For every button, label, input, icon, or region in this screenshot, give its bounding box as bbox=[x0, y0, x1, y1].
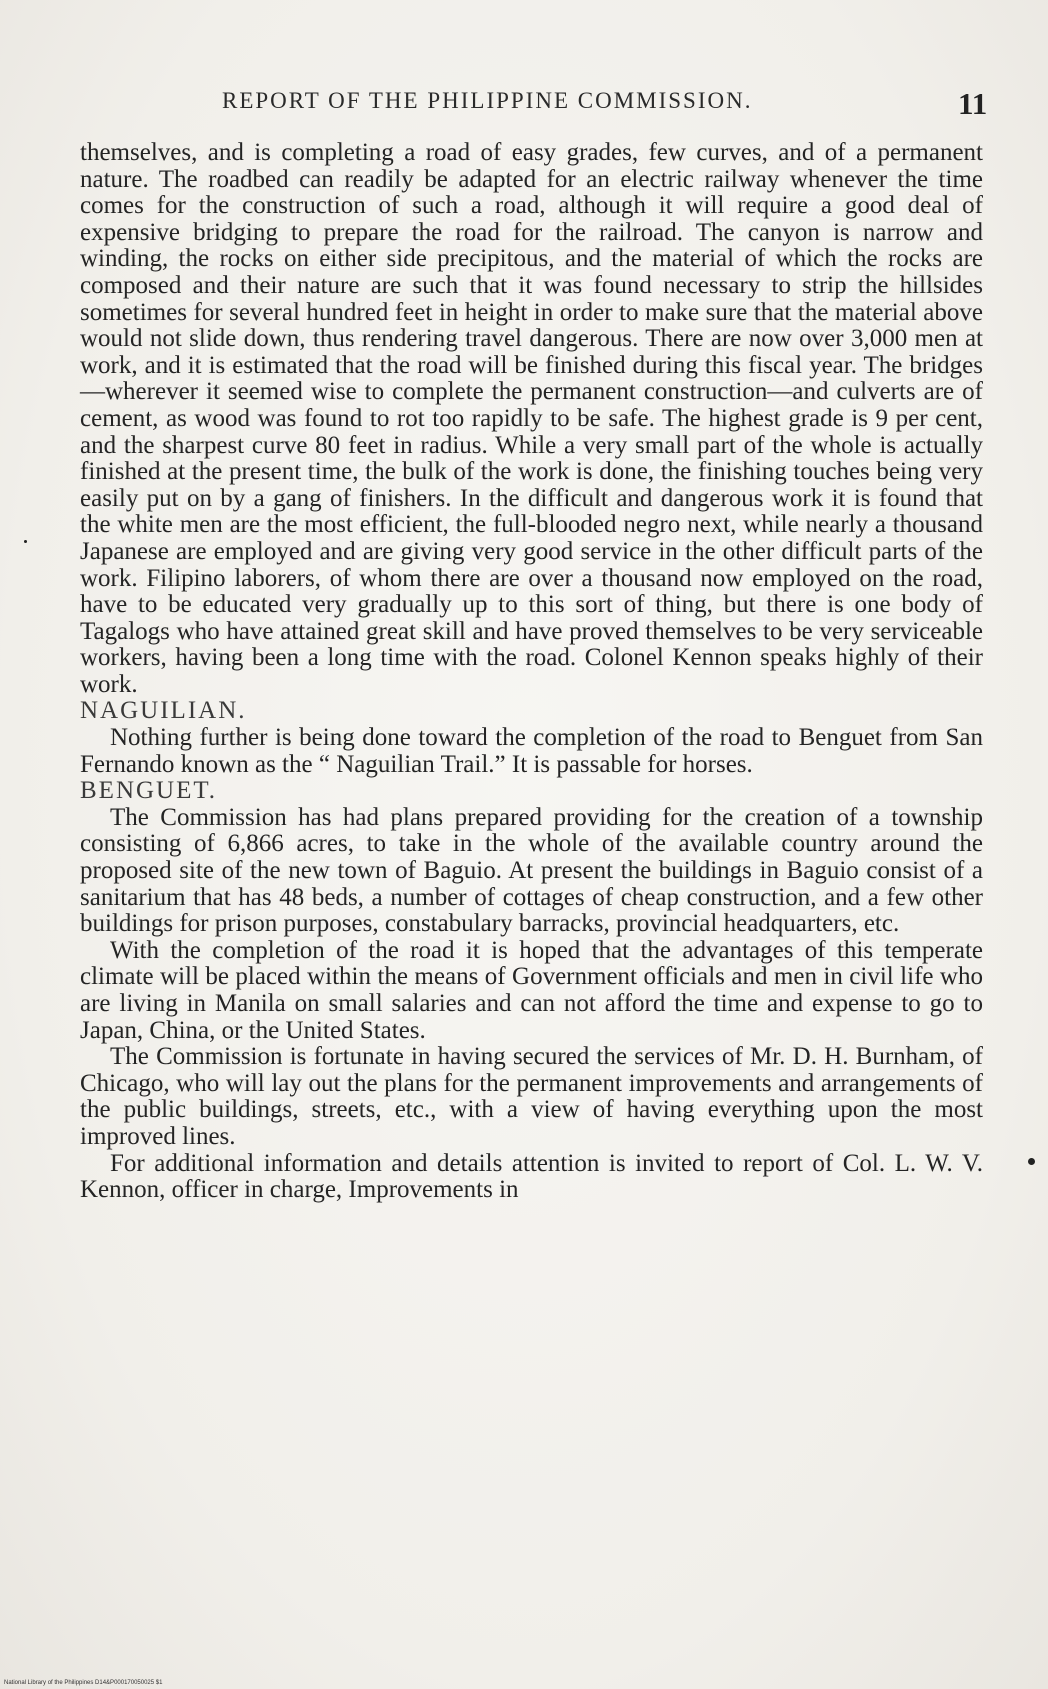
page-body bbox=[80, 140, 983, 1204]
scan-speck bbox=[24, 540, 27, 543]
page-number: 11 bbox=[958, 86, 988, 121]
paragraph-baguio-township: The Commission has had plans prepared providing for the creation of a township consisting of 6,866 acres, to take in the whole of the available country around the proposed site of the new town of Baguio. At present the buildings in Baguio consist of a sanitarium that has 48 beds, a number of cottages of cheap construction, and a few other buildings for prison purposes, constabulary barracks, provincial headquarters, etc. bbox=[80, 803, 983, 938]
running-head: REPORT OF THE PHILIPPINE COMMISSION. bbox=[222, 88, 753, 113]
paragraph-temperate-climate: With the completion of the road it is hoped that the advantages of this temperate climate will be placed within the means of Government officials and men in civil life who are living in Manila on small salaries and can not afford the time and expense to go to Japan, China, or the United States. bbox=[80, 936, 983, 1044]
paragraph-naguilian-trail: Nothing further is being done toward the completion of the road to Benguet from San Fernando known as the “ Naguilian Trail.” It is passable for horses. bbox=[80, 724, 983, 778]
scan-credit: National Library of the Philippines D14&P000170050025 $1 bbox=[4, 1680, 163, 1686]
paragraph-road-construction: themselves, and is completing a road of easy grades, few curves, and of a permanent nature. The roadbed can readily be adapted for an electric railway whenever the time comes for the construction of such a road, although it will require a good deal of expensive bridging to prepare the road for the railroad. The canyon is narrow and winding, the rocks on either side precipitous, and the material of which the rocks are composed and their nature are such that it was found necessary to strip the hillsides sometimes for several hundred feet in height in order to make sure that the material above would not slide down, thus rendering travel dangerous. There are now over 3,000 men at work, and it is estimated that the road will be finished during this fiscal year. The bridges—wherever it seemed wise to complete the permanent construction—and culverts are of cement, as wood was found to rot too rapidly to be safe. The highest grade is 9 per cent, and the sharpest curve 80 feet in radius. While a very small part of the whole is actually finished at the present time, the bulk of the work is done, the finishing touches being very easily put on by a gang of finishers. In the difficult and dangerous work it is found that the white men are the most efficient, the full-blooded negro next, while nearly a thousand Japanese are employed and are giving very good service in the other difficult parts of the work. Filipino laborers, of whom there are over a thousand now employed on the road, have to be educated very gradually up to this sort of thing, but there is one body of Tagalogs who have attained great skill and have proved themselves to be very serviceable workers, having been a long time with the road. Colonel Kennon speaks highly of their work. bbox=[80, 139, 983, 698]
paragraph-burnham-plans: The Commission is fortunate in having secured the services of Mr. D. H. Burnham, of Chicago, who will lay out the plans for the permanent improvements and arrangements of the public buildings, streets, etc., with a view of having everything upon the most improved lines. bbox=[80, 1043, 983, 1150]
paragraph-additional-information: For additional information and details attention is invited to report of Col. L. W. V. Kennon, officer in charge, Improvements in bbox=[80, 1149, 983, 1204]
scan-speck bbox=[1028, 1158, 1035, 1165]
section-heading-benguet: BENGUET. bbox=[80, 777, 218, 805]
section-heading-naguilian: NAGUILIAN. bbox=[80, 697, 247, 725]
